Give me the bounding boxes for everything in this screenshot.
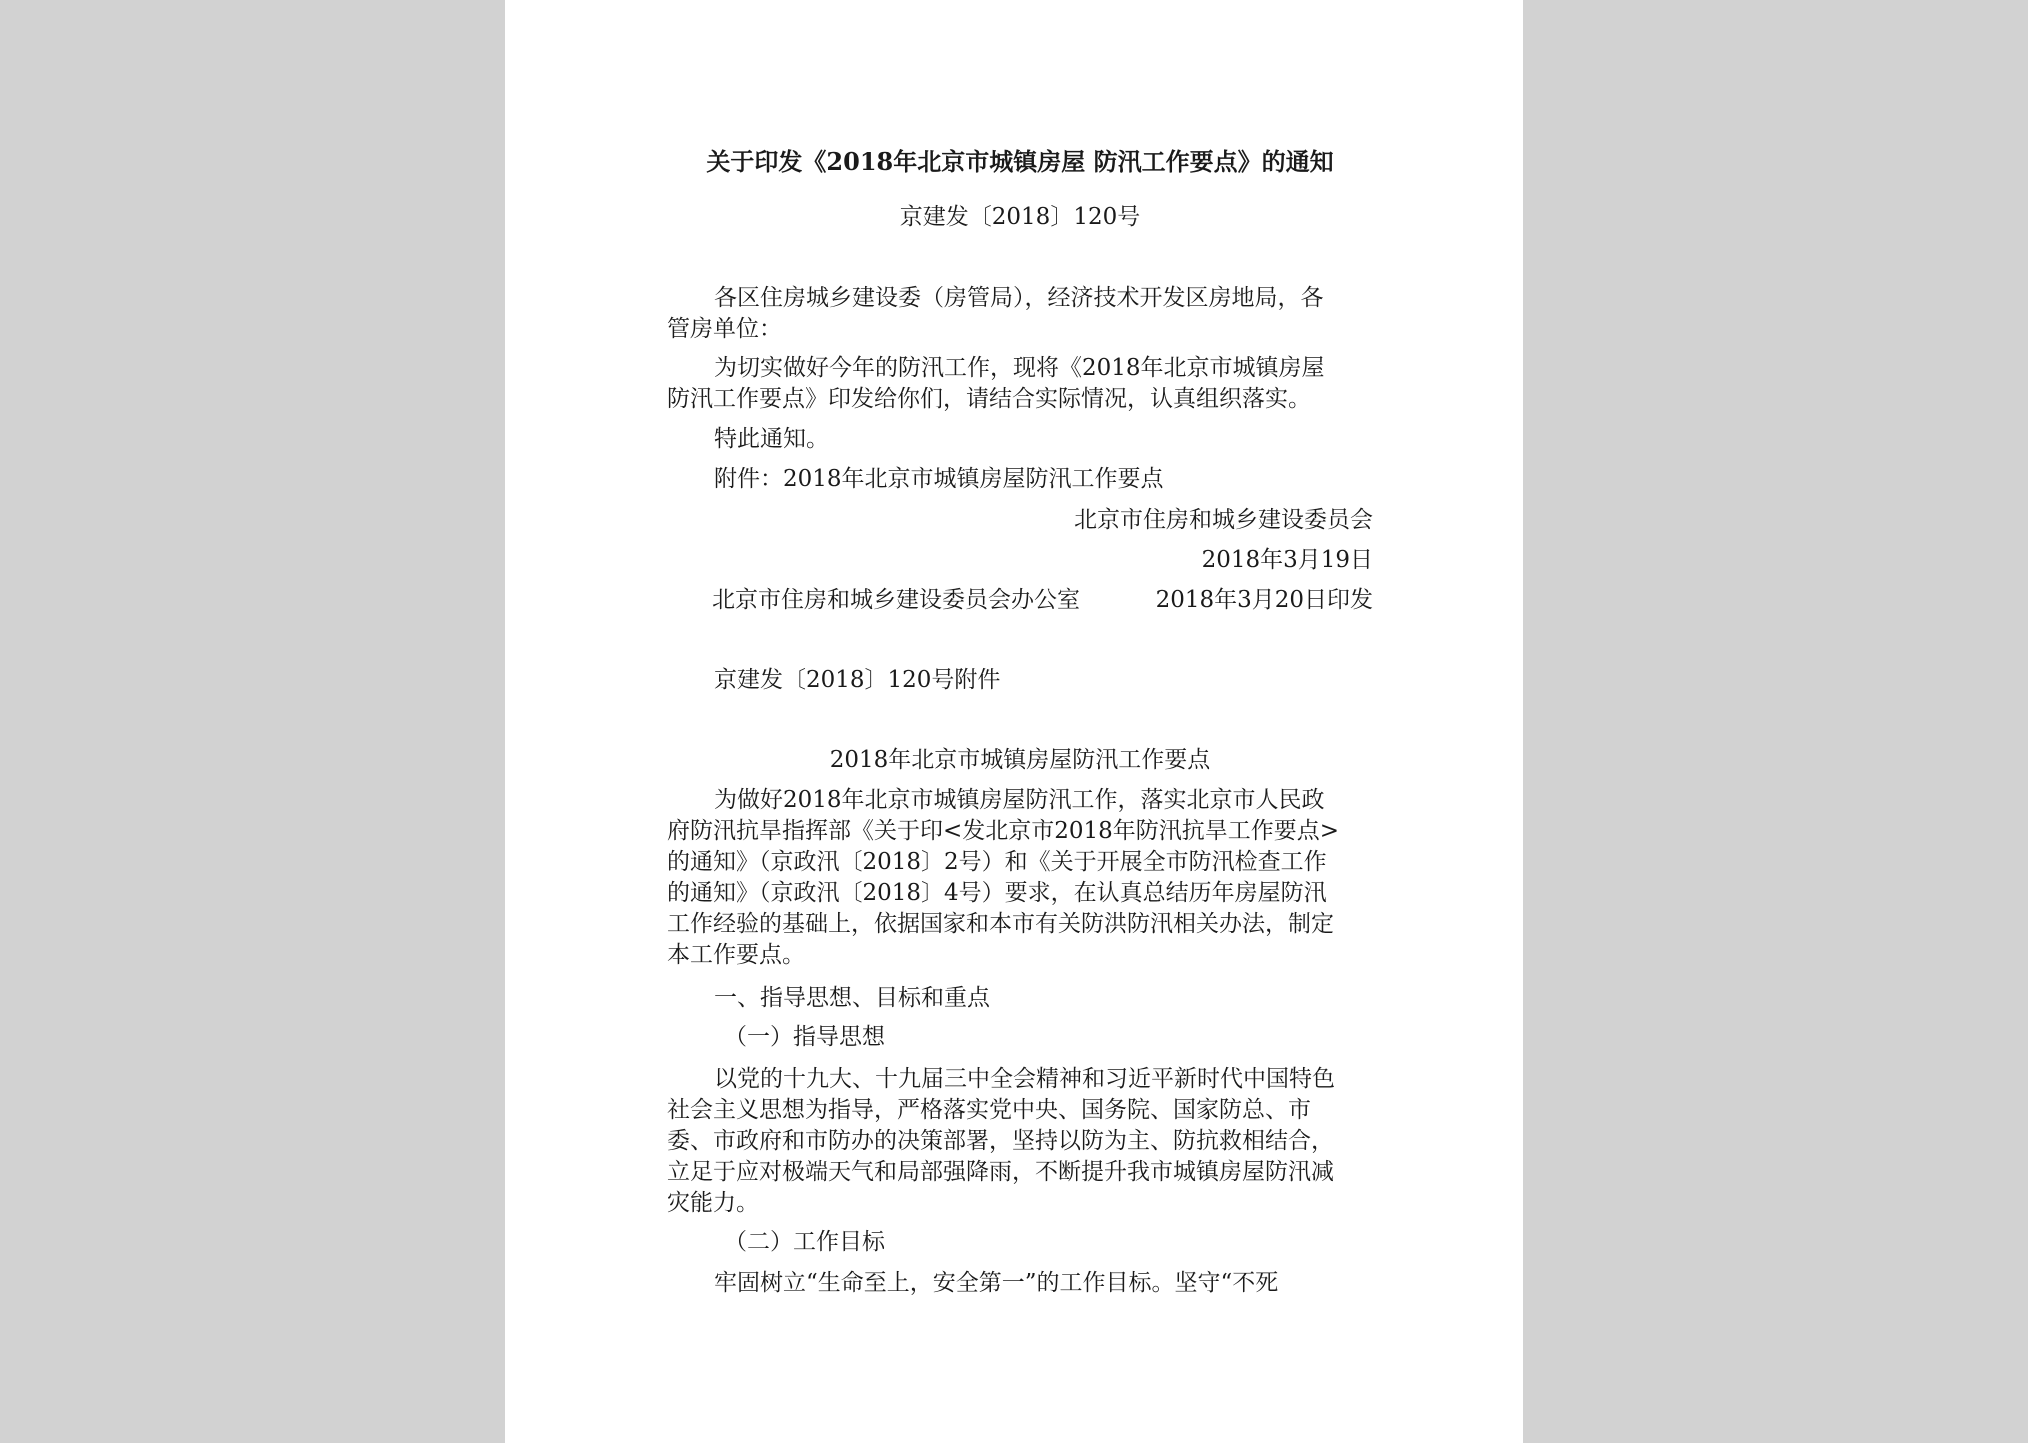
guideline-line: 立足于应对极端天气和局部强降雨，不断提升我市城镇房屋防汛减: [667, 1159, 1334, 1185]
intro-line: 为做好2018年北京市城镇房屋防汛工作，落实北京市人民政: [714, 787, 1325, 813]
intro-line: 府防汛抗旱指挥部《关于印<发北京市2018年防汛抗旱工作要点>: [667, 818, 1340, 844]
doc-number: 京建发〔2018〕120号: [899, 204, 1141, 230]
issue-date: 2018年3月19日: [1201, 547, 1373, 573]
guideline-line: 社会主义思想为指导，严格落实党中央、国务院、国家防总、市: [667, 1097, 1311, 1123]
notice-title: 关于印发《2018年北京市城镇房屋 防汛工作要点》的通知: [706, 147, 1334, 176]
addressee-line: 各区住房城乡建设委（房管局），经济技术开发区房地局，各: [714, 285, 1324, 311]
section-heading: 一、指导思想、目标和重点: [714, 985, 990, 1011]
attachment-label: 京建发〔2018〕120号附件: [714, 667, 1001, 693]
subsection-heading: （一）指导思想: [724, 1024, 885, 1050]
guideline-line: 灾能力。: [667, 1190, 759, 1216]
body-line: 防汛工作要点》印发给你们，请结合实际情况，认真组织落实。: [667, 386, 1311, 412]
guideline-line: 委、市政府和市防办的决策部署，坚持以防为主、防抗救相结合，: [667, 1128, 1334, 1154]
document-page: [505, 0, 1523, 1443]
intro-line: 本工作要点。: [667, 942, 805, 968]
addressee-line: 管房单位：: [667, 316, 782, 342]
attachment-title: 2018年北京市城镇房屋防汛工作要点: [829, 747, 1211, 773]
intro-line: 的通知》（京政汛〔2018〕2号）和《关于开展全市防汛检查工作: [667, 849, 1327, 875]
issuer: 北京市住房和城乡建设委员会: [1074, 507, 1373, 533]
goal-line: 牢固树立“生命至上，安全第一”的工作目标。坚守“不死: [714, 1270, 1279, 1296]
guideline-line: 以党的十九大、十九届三中全会精神和习近平新时代中国特色: [714, 1066, 1335, 1092]
issuing-office: 北京市住房和城乡建设委员会办公室: [712, 587, 1080, 613]
closing-line: 特此通知。: [714, 426, 829, 452]
intro-line: 的通知》（京政汛〔2018〕4号）要求，在认真总结历年房屋防汛: [667, 880, 1327, 906]
print-info: [667, 585, 1373, 616]
print-date: 2018年3月20日印发: [1155, 587, 1373, 613]
body-line: 为切实做好今年的防汛工作，现将《2018年北京市城镇房屋: [714, 355, 1325, 381]
attachment-line: 附件：2018年北京市城镇房屋防汛工作要点: [714, 466, 1164, 492]
intro-line: 工作经验的基础上，依据国家和本市有关防洪防汛相关办法，制定: [667, 911, 1334, 937]
subsection-heading: （二）工作目标: [724, 1229, 885, 1255]
